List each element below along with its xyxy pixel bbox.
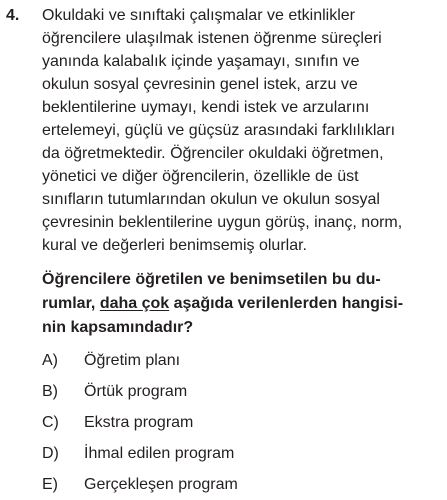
prompt-text: aşağıda verilenlerden hangisi-	[169, 295, 404, 312]
stem-line: çevresinin beklentilerine uygun görüş, inanç, norm,	[42, 214, 403, 231]
prompt-line: nin kapsamındadır?	[42, 319, 194, 336]
option-d[interactable]	[42, 443, 234, 465]
option-e[interactable]	[42, 474, 238, 496]
prompt-line	[42, 292, 403, 316]
stem-line: beklentilerine uymayı, kendi istek ve arzularını	[42, 99, 370, 116]
stem-line: öğrencilere ulaşılmak istenen öğrenme süreçleri	[42, 30, 382, 47]
prompt-line: Öğrencilere öğretilen ve benimsetilen bu du-	[42, 271, 381, 288]
stem-line: Okuldaki ve sınıftaki çalışmalar ve etkinlikler	[42, 7, 355, 24]
emphasis-underlined: daha çok	[99, 295, 170, 312]
prompt-text: rumlar,	[42, 295, 100, 312]
option-letter: B)	[42, 383, 58, 400]
option-text: İhmal edilen program	[84, 445, 235, 462]
stem-line: yanında kalabalık içinde yaşamayı, sınıfın ve	[42, 53, 360, 70]
question-number: 4.	[6, 7, 20, 24]
option-letter: E)	[42, 476, 58, 493]
option-letter: A)	[42, 352, 58, 369]
option-b[interactable]	[42, 381, 187, 403]
option-text: Ekstra program	[84, 414, 194, 431]
stem-line: da öğretmektedir. Öğrenciler okuldaki öğretmen,	[42, 145, 384, 162]
stem-line: yönetici ve diğer öğrencilerin, özellikle de üst	[42, 168, 359, 185]
stem-line: okulun sosyal çevresinin genel istek, arzu ve	[42, 76, 358, 93]
option-text: Gerçekleşen program	[84, 476, 238, 493]
stem-line: sınıfların tutumlarından okulun ve okulun sosyal	[42, 191, 380, 208]
option-text: Örtük program	[84, 383, 188, 400]
stem-line: kural ve değerleri benimsemiş olurlar.	[42, 237, 307, 254]
option-c[interactable]	[42, 412, 193, 434]
option-letter: D)	[42, 445, 59, 462]
option-text: Öğretim planı	[84, 352, 181, 369]
option-a[interactable]	[42, 350, 180, 372]
stem-line: ertelemeyi, güçlü ve güçsüz arasındaki farklılıkları	[42, 122, 396, 139]
option-letter: C)	[42, 414, 59, 431]
